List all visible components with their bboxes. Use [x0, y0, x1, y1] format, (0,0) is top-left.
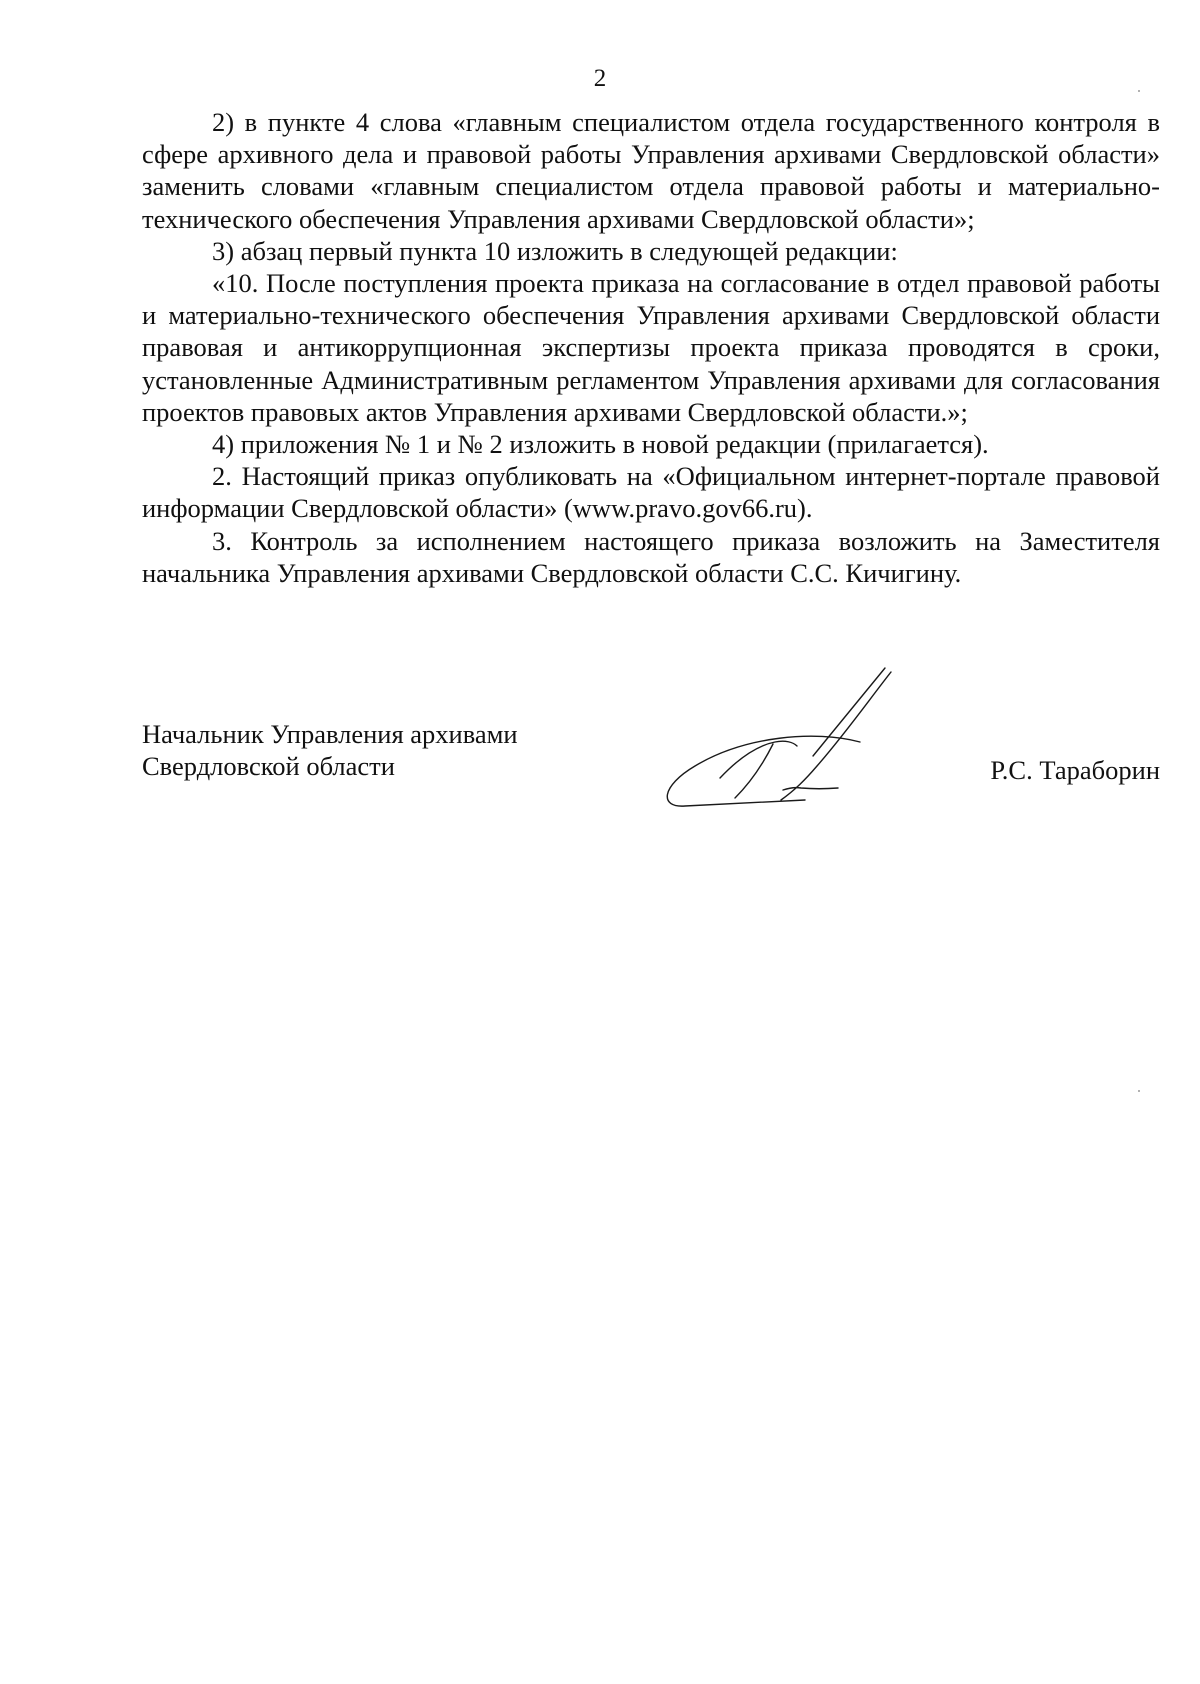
paragraph-control: 3. Контроль за исполнением настоящего приказа возложить на Заместителя начальника Управления архивами Свердловской области С.С. Кичигину.	[142, 525, 1160, 588]
signature-t-stem	[735, 744, 773, 798]
signer-name: Р.С. Тараборин	[990, 755, 1160, 785]
signature-t-crossbar	[720, 741, 797, 778]
signer-position	[142, 718, 622, 782]
paragraph-item-4: 4) приложения № 1 и № 2 изложить в новой редакции (прилагается).	[212, 429, 989, 460]
signature-tail	[783, 788, 838, 790]
signature-block	[142, 718, 1160, 808]
page-number: 2	[593, 65, 607, 92]
paragraph-quoted-item-10: «10. После поступления проекта приказа на согласование в отдел правовой работы и материально-технического обеспечения Управления архивами Свердловской области правовая и антикоррупционная экспертизы проекта приказа проводятся в сроки, установленные Административным регламентом Управления архивами для согласования проектов правовых актов Управления архивами Свердловской области.»;	[142, 268, 1160, 427]
scan-speck	[1138, 1090, 1140, 1092]
signature-loop-stroke	[667, 736, 860, 806]
paragraph-item-2: 2) в пункте 4 слова «главным специалистом отдела государственного контроля в сфере архивного дела и правовой работы Управления архивами Свердловской области» заменить словами «главным специалистом отдела правовой работы и материально-технического обеспечения Управления архивами Свердловской области»;	[142, 107, 1160, 234]
paragraph-publication: 2. Настоящий приказ опубликовать на «Официальном интернет-портале правовой информации Свердловской области» (www.pravo.gov66.ru).	[142, 461, 1160, 524]
handwritten-signature	[655, 660, 925, 810]
paragraph-item-3: 3) абзац первый пункта 10 изложить в следующей редакции:	[212, 235, 898, 266]
document-body	[142, 106, 1160, 589]
signer-position-line-1: Начальник Управления архивами	[142, 719, 518, 749]
scan-speck	[1138, 90, 1140, 92]
signature-flourish-return	[813, 668, 885, 756]
signer-position-line-2: Свердловской области	[142, 751, 395, 782]
